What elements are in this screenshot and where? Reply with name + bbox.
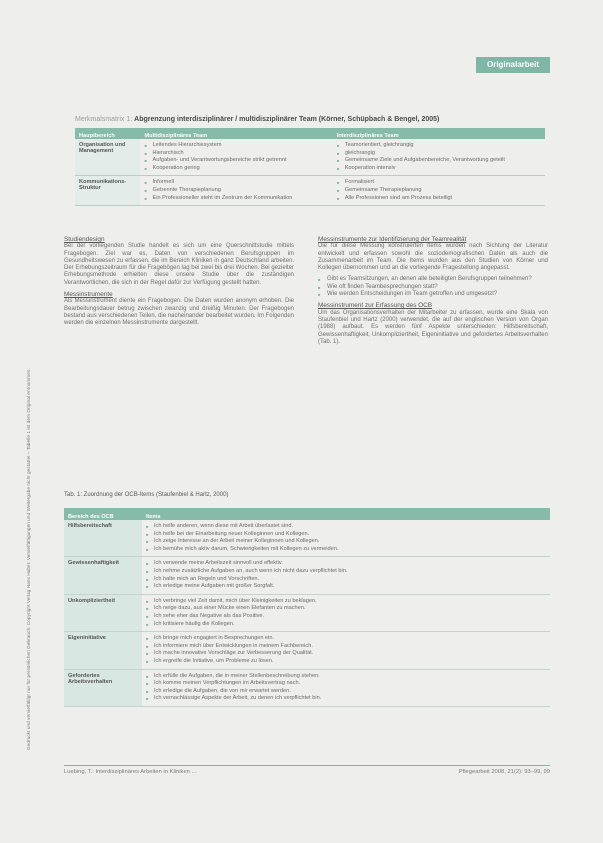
- section-heading: Messinstrument zur Erfassung des OCB: [318, 302, 433, 310]
- table-row: [64, 632, 550, 669]
- table-row: [64, 595, 550, 632]
- list-item: ■ Ich neige dazu, aus einer Mücke einen Elefanten zu machen.: [146, 605, 546, 613]
- table1-title: Abgrenzung interdisziplinärer / multidisziplinärer Team (Körner, Schüpbach & Bengel, 2005): [134, 116, 440, 123]
- multi-list: [144, 142, 328, 172]
- ocb-area: Unkompliziertheit: [64, 595, 142, 631]
- body-paragraph: Bei der vorliegenden Studie handelt es sich um eine Querschnittstudie mittels Fragebogen. Ziel war es, Daten von verschiedenen Berufsgruppen im Gesundheitswesen zu erfassen, die im Bereich Kliniken in ganz Deutschland arbeiten. Der Erhebungszeitraum für die Fragebögen lag bei zwei bis drei Wochen. Bei gezielter Erhebungsmethode erhielten diese unsere Studie über die zuständigen Verantwortlichen, die sich in der Regel dafür zur Verfügung gestellt hatten.: [64, 243, 294, 286]
- list-item: ■ Ich verbringe viel Zeit damit, mich über Kleinigkeiten zu beklagen.: [146, 598, 546, 606]
- list-item: ■ Ich kritisiere häufig die Kollegen.: [146, 621, 546, 629]
- inter-list: [337, 179, 541, 202]
- list-item: ■ Leitendes Hierarchiesystem: [144, 142, 328, 150]
- list-item: ■ Ich bemühe mich aktiv darum, Schwierigkeiten mit Kollegen zu vermeiden.: [146, 546, 546, 554]
- list-item: ■ Ich erledige meine Aufgaben mit großer Sorgfalt.: [146, 583, 546, 591]
- list-item: ■ Hierarchisch: [144, 150, 328, 158]
- item-list: [146, 635, 546, 665]
- list-item: ■ Ich komme meinen Verpflichtungen im Arbeitsvertrag nach.: [146, 680, 546, 688]
- section-heading: Messinstrumente zur Identifizierung der Teamrealität: [318, 236, 467, 243]
- body-paragraph: Die für diese Messung konstruierten Items wurden nach Sichtung der Literatur entwickelt und erfassen sowohl die soziodemografischen Daten als auch die Zusammenarbeit im Team. Die Items wurden aus den Studien von Körner und Kollegen übernommen und an die vorliegende Fragestellung angepasst.: [318, 243, 548, 272]
- copyright-sidenote: Gedruckt und vervielfältigt nur für persönlichen Gebrauch. Copyright Verlag Hans Huber. Vervielfältigungen und Weitergabe nicht gestattet – Tabelle 1 ist dem Original entnommen.: [26, 368, 31, 750]
- list-item: ■ Ich informiere mich über Entwicklungen in meinem Fachbereich.: [146, 643, 546, 651]
- ocb-area: Eigeninitiative: [64, 632, 142, 668]
- list-item: ■ Wie werden Entscheidungen im Team getroffen und umgesetzt?: [318, 291, 548, 298]
- table-row: [64, 520, 550, 557]
- ocb-area: Gefordertes Arbeitsverhalten: [64, 670, 142, 706]
- list-item: ■ Gibt es Teamsitzungen, an denen alle beteiligten Berufsgruppen teilnehmen?: [318, 276, 548, 283]
- ocb-area: Hilfsbereitschaft: [64, 520, 142, 556]
- inter-list: [337, 142, 541, 172]
- table-row: [75, 139, 545, 176]
- list-item: ■ Ein Professioneller steht im Zentrum der Kommunikation: [144, 195, 328, 203]
- table2-header-cell: Items: [146, 514, 161, 520]
- list-item: ■ Kooperation gering: [144, 165, 328, 173]
- table1-area: Kommunikations-Struktur: [75, 176, 140, 205]
- table1-header-row: [75, 128, 545, 139]
- list-item: ■ Kooperation intensiv: [337, 165, 541, 173]
- table1-header-cell: Hauptbereich: [79, 133, 115, 139]
- table-row: [64, 557, 550, 594]
- ocb-items-table: [64, 508, 550, 707]
- list-item: ■ Ich nehme zusätzliche Aufgaben an, auch wenn ich nicht dazu verpflichtet bin.: [146, 568, 546, 576]
- list-item: ■ Ich ergreife die Initiative, um Probleme zu lösen.: [146, 658, 546, 666]
- list-item: ■ gleichrangig: [337, 150, 541, 158]
- body-paragraph: Als Messinstrument diente ein Fragebogen. Die Daten wurden anonym erhoben. Die Bearbeitungsdauer betrug zwischen zwanzig und dreißig Minuten. Der Fragebogen bestand aus verschiedenen Teilen, die nacheinander bearbeitet wurden. Im Folgenden werden die einzelnen Messinstrumente dargestellt.: [64, 298, 294, 327]
- section-tag: Originalarbeit: [476, 57, 550, 73]
- list-item: ■ Teamorientiert, gleichrangig: [337, 142, 541, 150]
- team-comparison-table: [75, 128, 545, 206]
- table1-header-cell: Interdisziplinäres Team: [336, 133, 399, 139]
- item-list: [146, 560, 546, 590]
- table1-caption: [75, 116, 439, 123]
- item-list: [146, 523, 546, 553]
- item-list: [146, 598, 546, 628]
- ocb-area: Gewissenhaftigkeit: [64, 557, 142, 593]
- table2-caption: Tab. 1: Zuordnung der OCB-Items (Staufenbiel & Hartz, 2000): [64, 492, 229, 498]
- list-item: ■ Ich erledige die Aufgaben, die von mir erwartet werden.: [146, 688, 546, 696]
- section-heading: Messinstrumente: [64, 291, 113, 299]
- table-row: [64, 670, 550, 707]
- list-item: ■ Informell: [144, 179, 328, 187]
- table2-header-row: [64, 508, 550, 520]
- table-row: [75, 176, 545, 206]
- body-paragraph: Um das Organisationsverhalten der Mitarbeiter zu erfassen, wurde eine Skala von Staufenbiel und Hartz (2000) verwendet, die auf der englischen Version von Organ (1988) aufbaut. Es werden fünf Aspekte unterschieden: Hilfsbereitschaft, Gewissenhaftigkeit, Unkompliziertheit, Eigeninitiative und gefordertes Arbeitsverhalten (Tab. 1).: [318, 309, 548, 345]
- list-item: ■ Gemeinsame Ziele und Aufgabenbereiche, Verantwortung geteilt: [337, 157, 541, 165]
- list-item: ■ Ich halte mich an Regeln und Vorschriften.: [146, 576, 546, 584]
- list-item: ■ Gemeinsame Therapieplanung: [337, 187, 541, 195]
- list-item: ■ Ich sehe eher das Negative als das Positive.: [146, 613, 546, 621]
- section-heading: Studiendesign: [64, 236, 105, 243]
- table2-header-cell: Bereich des OCB: [68, 514, 114, 520]
- footer-citation: Luebing, T.: Interdisziplinäres Arbeiten in Kliniken ...: [64, 769, 197, 775]
- table1-area: Organisation und Management: [75, 139, 140, 175]
- list-item: ■ Ich verwende meine Arbeitszeit sinnvoll und effektiv.: [146, 560, 546, 568]
- list-item: ■ Ich mache innovative Vorschläge zur Verbesserung der Qualität.: [146, 650, 546, 658]
- list-item: ■ Ich vernachlässige Aspekte der Arbeit, zu denen ich verpflichtet bin.: [146, 695, 546, 703]
- list-item: ■ Ich helfe bei der Einarbeitung neuer Kolleginnen und Kollegen.: [146, 531, 546, 539]
- list-item: ■ Ich helfe anderen, wenn diese mit Arbeit überlastet sind.: [146, 523, 546, 531]
- footer-journal: Pflegearbeit 2008, 21(2): 93–99, 99: [458, 769, 550, 775]
- list-item: ■ Ich zeige Interesse an der Arbeit meiner Kolleginnen und Kollegen.: [146, 538, 546, 546]
- multi-list: [144, 179, 328, 202]
- table1-label: Merkmalsmatrix 1:: [75, 116, 133, 123]
- question-list: [318, 276, 548, 298]
- list-item: ■ Ich bringe mich engagiert in Besprechungen ein.: [146, 635, 546, 643]
- list-item: ■ Wie oft finden Teambesprechungen statt?: [318, 284, 548, 291]
- table1-header-cell: Multidisziplinäres Team: [144, 133, 208, 139]
- page-footer: [64, 765, 550, 775]
- list-item: ■ Alle Professionen sind am Prozess beteiligt: [337, 195, 541, 203]
- right-text-column: [318, 236, 548, 350]
- left-text-column: [64, 236, 294, 332]
- list-item: ■ Aufgaben- und Verantwortungsbereiche strikt getrennt: [144, 157, 328, 165]
- item-list: [146, 673, 546, 703]
- list-item: ■ Ich erfülle die Aufgaben, die in meiner Stellenbeschreibung stehen.: [146, 673, 546, 681]
- list-item: ■ Getrennte Therapieplanung: [144, 187, 328, 195]
- list-item: ■ Formalisiert: [337, 179, 541, 187]
